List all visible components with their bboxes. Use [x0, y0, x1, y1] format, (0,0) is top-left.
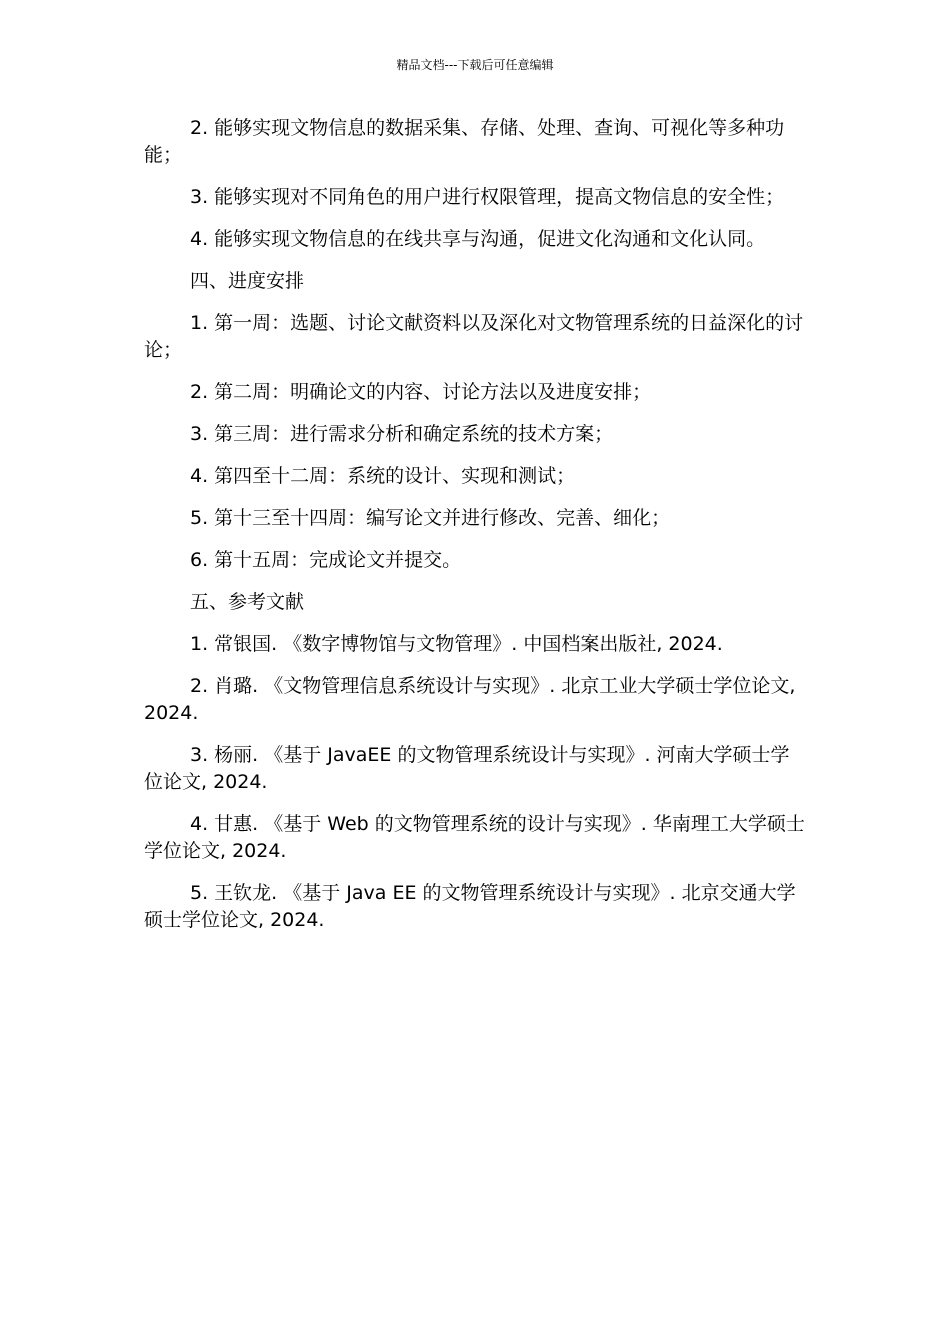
- schedule-item-6: 6. 第十五周：完成论文并提交。: [190, 549, 462, 571]
- schedule-item-2: 2. 第二周：明确论文的内容、讨论方法以及进度安排；: [190, 381, 652, 403]
- page-header: 精品文档---下载后可任意编辑: [396, 58, 554, 72]
- reference-item-4: 4. 甘惠. 《基于 Web 的文物管理系统的设计与实现》. 华南理工大学硕士学位论文, 2024.: [144, 813, 805, 862]
- objective-item-4: 4. 能够实现文物信息的在线共享与沟通，促进文化沟通和文化认同。: [190, 228, 766, 250]
- reference-item-1: 1. 常银国. 《数字博物馆与文物管理》. 中国档案出版社, 2024.: [190, 633, 723, 655]
- objective-item-2: 2. 能够实现文物信息的数据采集、存储、处理、查询、可视化等多种功能；: [144, 117, 785, 166]
- section-heading-schedule: 四、进度安排: [190, 270, 305, 292]
- reference-item-2: 2. 肖璐. 《文物管理信息系统设计与实现》. 北京工业大学硕士学位论文, 2024.: [144, 675, 796, 724]
- document-body: [144, 115, 808, 949]
- schedule-item-1: 1. 第一周：选题、讨论文献资料以及深化对文物管理系统的日益深化的讨论；: [144, 312, 804, 361]
- schedule-item-5: 5. 第十三至十四周：编写论文并进行修改、完善、细化；: [190, 507, 671, 529]
- objective-item-3: 3. 能够实现对不同角色的用户进行权限管理，提高文物信息的安全性；: [190, 186, 785, 208]
- schedule-item-3: 3. 第三周：进行需求分析和确定系统的技术方案；: [190, 423, 614, 445]
- reference-item-5: 5. 王钦龙. 《基于 Java EE 的文物管理系统设计与实现》. 北京交通大学硕士学位论文, 2024.: [144, 882, 796, 931]
- reference-item-3: 3. 杨丽. 《基于 JavaEE 的文物管理系统设计与实现》. 河南大学硕士学位论文, 2024.: [144, 744, 790, 793]
- schedule-item-4: 4. 第四至十二周：系统的设计、实现和测试；: [190, 465, 576, 487]
- section-heading-references: 五、参考文献: [190, 591, 305, 613]
